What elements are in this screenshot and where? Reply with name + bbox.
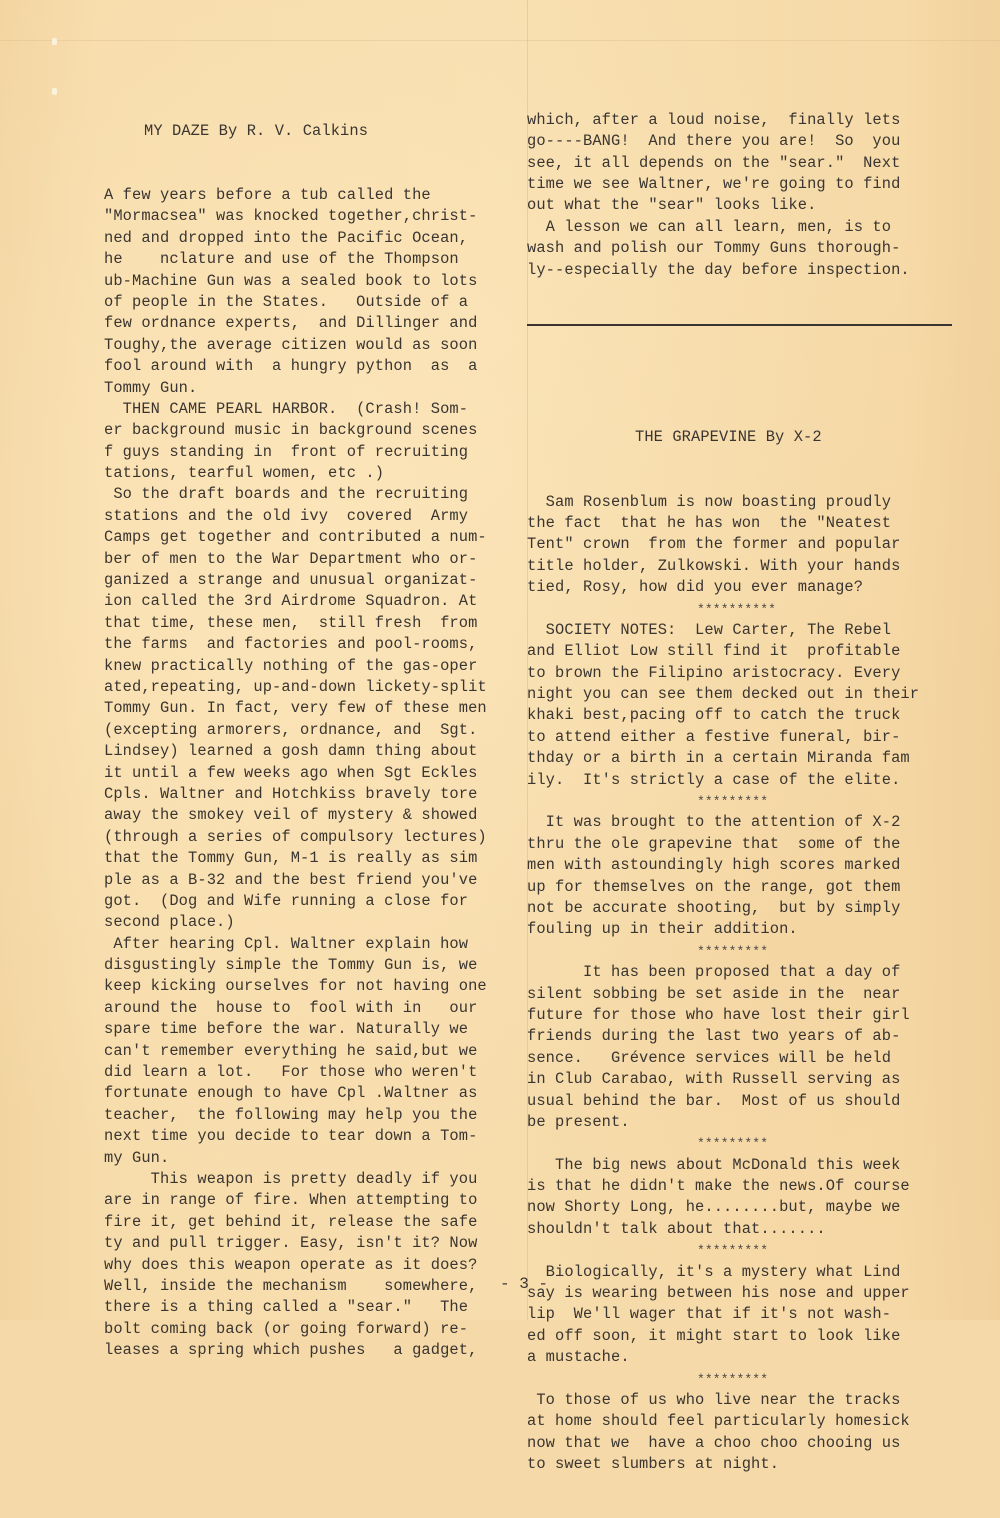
grapevine-item (527, 1390, 967, 1476)
text-line: Well, inside the mechanism somewhere, (104, 1276, 478, 1295)
text-line: A few years before a tub called the (104, 186, 431, 205)
text-line: Lindsey) learned a gosh damn thing about (104, 742, 478, 761)
asterisk-separator: ********* (697, 794, 769, 810)
text-line: shouldn't talk about that....... (527, 1219, 826, 1238)
grapevine-item (527, 620, 967, 791)
text-line: THEN CAME PEARL HARBOR. (Crash! Som- (104, 399, 469, 418)
text-line: ub-Machine Gun was a sealed book to lots (104, 271, 478, 290)
text-line: is that he didn't make the news.Of course (527, 1177, 910, 1196)
article-title-grapevine: THE GRAPEVINE By X-2 (635, 428, 822, 447)
text-line: future for those who have lost their girl (527, 1005, 910, 1024)
left-column (104, 78, 524, 1404)
text-line: Cpls. Waltner and Hotchkiss bravely tore (104, 784, 478, 803)
text-line: ed off soon, it might start to look like (527, 1326, 901, 1345)
text-line: second place.) (104, 913, 235, 932)
text-line: It was brought to the attention of X-2 (527, 813, 901, 832)
text-line: stations and the old ivy covered Army (104, 506, 469, 525)
text-line: ned and dropped into the Pacific Ocean, (104, 228, 469, 247)
text-line: Biologically, it's a mystery what Lind (527, 1262, 901, 1281)
text-line: say is wearing between his nose and upper (527, 1284, 910, 1303)
text-line: now that we have a choo choo chooing us (527, 1433, 901, 1452)
text-line: ple as a B-32 and the best friend you've (104, 870, 478, 889)
grapevine-item (527, 1155, 967, 1241)
asterisk-separator: ********** (697, 601, 777, 617)
text-line: Tommy Gun. In fact, very few of these men (104, 699, 487, 718)
grapevine-body (527, 492, 967, 1476)
text-line: title holder, Zulkowski. With your hands (527, 556, 901, 575)
text-line: bolt coming back (or going forward) re- (104, 1319, 469, 1338)
right-column (527, 67, 967, 1518)
text-line: This weapon is pretty deadly if you (104, 1169, 478, 1188)
text-line: fool around with a hungry python as a (104, 357, 478, 376)
text-line: ion called the 3rd Airdrome Squadron. At (104, 592, 478, 611)
text-line: got. (Dog and Wife running a close for (104, 891, 469, 910)
text-line: can't remember everything he said,but we (104, 1041, 478, 1060)
text-line: to sweet slumbers at night. (527, 1455, 780, 1474)
text-line: that time, these men, still fresh from (104, 613, 478, 632)
text-line: next time you decide to tear down a Tom- (104, 1127, 478, 1146)
text-line: SOCIETY NOTES: Lew Carter, The Rebel (527, 620, 892, 639)
text-line: fire it, get behind it, release the safe (104, 1212, 478, 1231)
text-line: a mustache. (527, 1348, 630, 1367)
text-line: and Elliot Low still find it profitable (527, 642, 901, 661)
text-line: keep kicking ourselves for not having one (104, 977, 487, 996)
text-line: away the smokey veil of mystery & showed (104, 806, 478, 825)
text-line: tied, Rosy, how did you ever manage? (527, 578, 864, 597)
text-line: my Gun. (104, 1148, 170, 1167)
text-line: ated,repeating, up-and-down lickety-split (104, 678, 487, 696)
text-line: disgustingly simple the Tommy Gun is, we (104, 956, 478, 975)
text-line: khaki best,pacing off to catch the truck (527, 706, 901, 725)
my-daze-continuation (527, 110, 967, 281)
grapevine-item (527, 1262, 967, 1369)
text-line: did learn a lot. For those who weren't (104, 1063, 478, 1082)
text-line: ily. It's strictly a case of the elite. (527, 770, 901, 789)
text-line: of people in the States. Outside of a (104, 292, 469, 311)
text-line: sence. Grévence services will be held (527, 1048, 892, 1067)
text-line: why does this weapon operate as it does? (104, 1255, 478, 1274)
text-line: he nclature and use of the Thompson (104, 250, 459, 269)
text-line: the farms and factories and pool-rooms, (104, 635, 478, 654)
text-line: leases a spring which pushes a gadget, (104, 1341, 478, 1360)
article-title-my-daze: MY DAZE By R. V. Calkins (144, 121, 369, 140)
paper-fold-horizontal (0, 40, 1000, 41)
text-line: friends during the last two years of ab- (527, 1027, 901, 1046)
text-line: go----BANG! And there you are! So you (527, 132, 901, 151)
grapevine-item (527, 812, 967, 940)
text-line: in Club Carabao, with Russell serving as (527, 1070, 901, 1089)
text-line: up for themselves on the range, got them (527, 877, 901, 896)
text-line: at home should feel particularly homesick (527, 1412, 910, 1431)
text-line: be present. (527, 1112, 630, 1131)
text-line: teacher, the following may help you the (104, 1105, 478, 1124)
text-line: Sam Rosenblum is now boasting proudly (527, 492, 892, 511)
asterisk-separator: ********* (697, 1243, 769, 1259)
asterisk-separator: ********* (697, 1136, 769, 1152)
asterisk-separator: ********* (697, 943, 769, 959)
text-line: After hearing Cpl. Waltner explain how (104, 934, 469, 953)
text-line: It has been proposed that a day of (527, 963, 901, 982)
text-line: The big news about McDonald this week (527, 1155, 901, 1174)
text-line: see, it all depends on the "sear." Next (527, 153, 901, 172)
text-line: time we see Waltner, we're going to find (527, 174, 901, 193)
text-line: Camps get together and contributed a num- (104, 528, 487, 547)
text-line: it until a few weeks ago when Sgt Eckles (104, 763, 478, 782)
text-line: lip We'll wager that if it's not wash- (527, 1305, 892, 1324)
text-line: Tommy Gun. (104, 378, 198, 397)
text-line: thday or a birth in a certain Miranda fam (527, 749, 910, 768)
text-line: ganized a strange and unusual organizat- (104, 571, 478, 590)
text-line: the fact that he has won the "Neatest (527, 513, 892, 532)
page-number: - 3 - (500, 1275, 549, 1293)
text-line: out what the "sear" looks like. (527, 196, 817, 215)
text-line: knew practically nothing of the gas-oper (104, 656, 478, 675)
text-line: to attend either a festive funeral, bir- (527, 727, 901, 746)
text-line: night you can see them decked out in their (527, 685, 920, 704)
text-line: not be accurate shooting, but by simply (527, 899, 901, 917)
margin-mark (52, 88, 57, 95)
text-line: Tent" crown from the former and popular (527, 535, 901, 554)
asterisk-separator: ********* (697, 1371, 769, 1387)
text-line: er background music in background scenes (104, 421, 478, 440)
text-line: few ordnance experts, and Dillinger and (104, 314, 478, 333)
left-article-body (104, 185, 524, 1361)
margin-mark (52, 38, 57, 45)
text-line: So the draft boards and the recruiting (104, 485, 469, 504)
text-line: which, after a loud noise, finally lets (527, 110, 901, 129)
text-line: Toughy,the average citizen would as soon (104, 335, 478, 354)
text-line: silent sobbing be set aside in the near (527, 984, 901, 1003)
text-line: around the house to fool with in our (104, 998, 478, 1017)
text-line: usual behind the bar. Most of us should (527, 1091, 901, 1110)
text-line: A lesson we can all learn, men, is to (527, 217, 892, 236)
article-divider-rule (527, 324, 952, 326)
text-line: ly--especially the day before inspection. (527, 260, 910, 279)
text-line: ber of men to the War Department who or- (104, 549, 478, 568)
text-line: (excepting armorers, ordnance, and Sgt. (104, 720, 478, 739)
grapevine-item (527, 962, 967, 1133)
text-line: "Mormacsea" was knocked together,christ- (104, 207, 478, 226)
text-line: that the Tommy Gun, M-1 is really as sim (104, 849, 478, 868)
text-line: f guys standing in front of recruiting (104, 442, 469, 461)
text-line: to brown the Filipino aristocracy. Every (527, 663, 901, 682)
text-line: are in range of fire. When attempting to (104, 1191, 478, 1210)
text-line: wash and polish our Tommy Guns thorough- (527, 239, 901, 258)
text-line: fouling up in their addition. (527, 920, 798, 939)
text-line: spare time before the war. Naturally we (104, 1020, 469, 1039)
text-line: men with astoundingly high scores marked (527, 856, 901, 875)
text-line: fortunate enough to have Cpl .Waltner as (104, 1084, 478, 1103)
grapevine-item (527, 492, 967, 599)
text-line: To those of us who live near the tracks (527, 1390, 901, 1409)
text-line: thru the ole grapevine that some of the (527, 834, 901, 853)
text-line: now Shorty Long, he........but, maybe we (527, 1198, 901, 1217)
text-line: (through a series of compulsory lectures) (104, 827, 487, 846)
text-line: there is a thing called a "sear." The (104, 1298, 469, 1317)
text-line: tations, tearful women, etc .) (104, 464, 385, 483)
text-line: ty and pull trigger. Easy, isn't it? Now (104, 1234, 478, 1253)
